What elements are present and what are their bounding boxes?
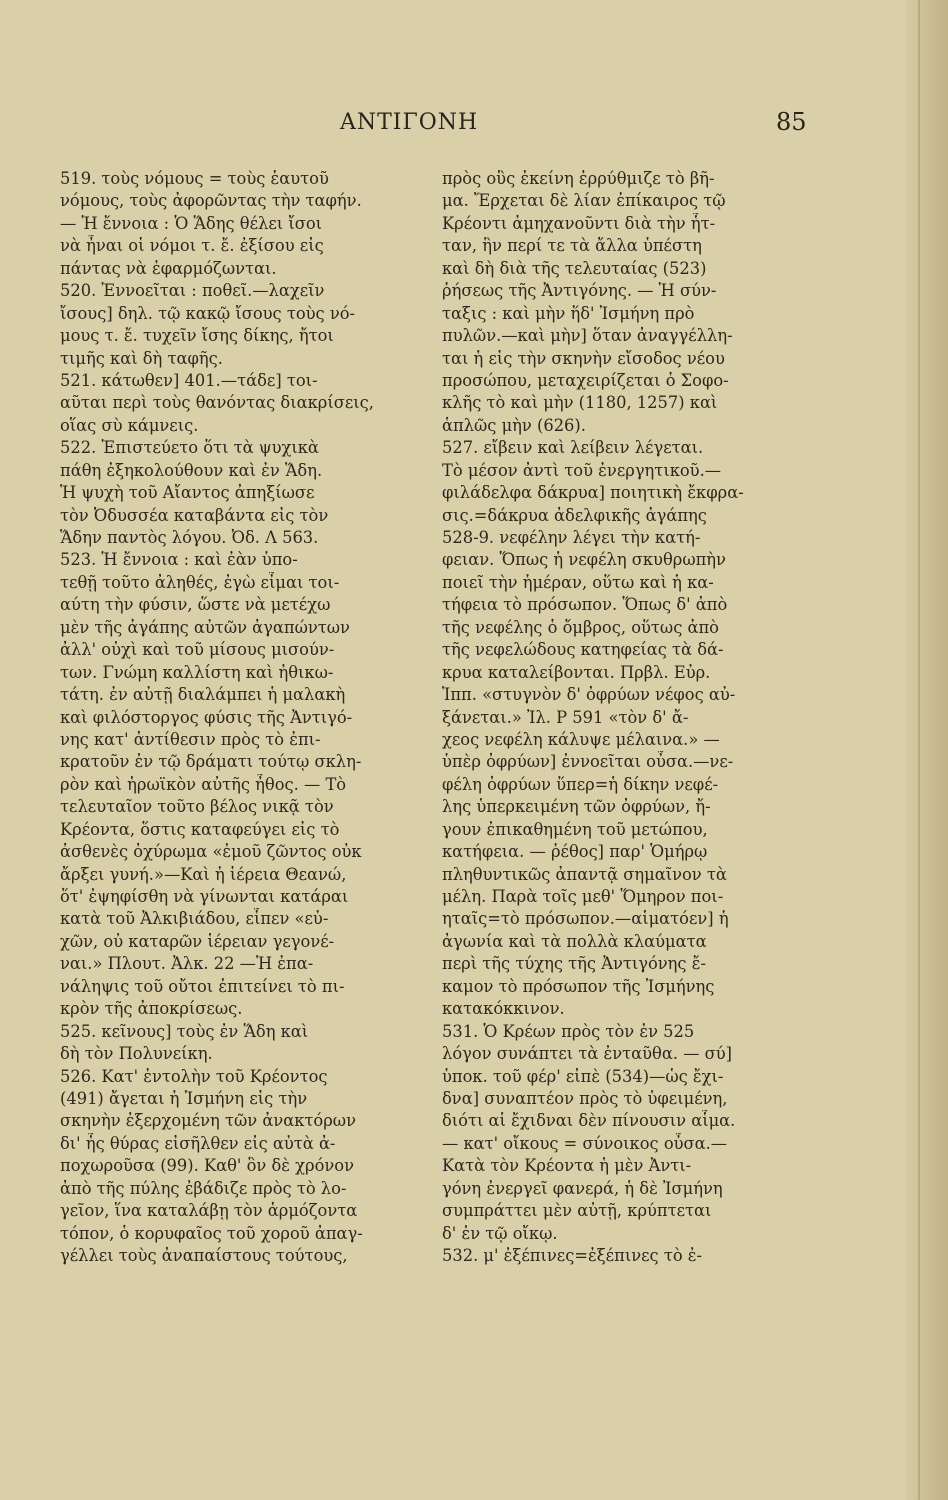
text-line: ἄρξει γυνή.»—Καὶ ἡ ἱέρεια Θεανώ, [60, 864, 347, 884]
text-line: ἴσους] δηλ. τῷ κακῷ ἴσους τοὺς νό- [60, 303, 356, 323]
text-line: ταξις : καὶ μὴν ἥδ' Ἰσμήνη πρὸ [442, 303, 695, 323]
text-line: χῶν, οὐ καταρῶν ἱέρειαν γεγονέ- [60, 931, 335, 951]
text-line: φιλάδελφα δάκρυα] ποιητικὴ ἔκφρα- [442, 483, 744, 503]
text-line: τελευταῖον τοῦτο βέλος νικᾷ τὸν [60, 797, 334, 817]
text-line: Τὸ μέσον ἀντὶ τοῦ ἐνεργητικοῦ.— [442, 460, 722, 480]
text-line: νόμους, τοὺς ἀφορῶντας τὴν ταφήν. [60, 191, 362, 211]
text-line: Κρέοντα, ὅστις καταφεύγει εἰς τὸ [60, 819, 340, 839]
text-line: κλῆς τὸ καὶ μὴν (1180, 1257) καὶ [442, 393, 718, 413]
text-line: ἀπὸ τῆς πύλης ἐβάδιζε πρὸς τὸ λο- [60, 1178, 347, 1198]
text-line: 531. Ὁ Κρέων πρὸς τὸν ἐν 525 [442, 1021, 695, 1041]
text-line: ποιεῖ τὴν ἡμέραν, οὕτω καὶ ἡ κα- [442, 572, 714, 592]
text-line: ξάνεται.» Ἰλ. Ρ 591 «τὸν δ' ἄ- [442, 707, 689, 727]
text-line: χεος νεφέλη κάλυψε μέλαινα.» — [442, 729, 720, 749]
text-line: 521. κάτωθεν] 401.—τάδε] τοι- [60, 370, 318, 390]
text-line: 528-9. νεφέλην λέγει τὴν κατή- [442, 528, 701, 547]
text-line: φειαν. Ὅπως ἡ νεφέλη σκυθρωπὴν [442, 550, 726, 570]
running-title: ΑΝΤΙΓΟΝΗ [340, 110, 479, 135]
text-line: μα. Ἔρχεται δὲ λίαν ἐπίκαιρος τῷ [442, 191, 726, 211]
text-line: πάθη ἐξηκολούθουν καὶ ἐν Ἅδη. [60, 460, 323, 480]
page-edge-line [918, 0, 920, 1500]
text-line: καὶ φιλόστοργος φύσις τῆς Ἀντιγό- [60, 707, 353, 727]
text-line: ἀλλ' οὐχὶ καὶ τοῦ μίσους μισούν- [60, 640, 335, 660]
text-line: τῆς νεφελώδους κατηφείας τὰ δά- [442, 640, 724, 660]
text-line: Ἡ ψυχὴ τοῦ Αἴαντος ἀπηξίωσε [60, 483, 315, 503]
text-line: κρὸν τῆς ἀποκρίσεως. [60, 999, 243, 1019]
text-line: καὶ δὴ διὰ τῆς τελευταίας (523) [442, 258, 707, 278]
text-line: πληθυντικῶς ἀπαντᾷ σημαῖνον τὰ [442, 864, 727, 884]
right-column [442, 168, 772, 1267]
text-line: οἵας σὺ κάμνεις. [60, 415, 199, 435]
text-line: κατήφεια. — ῥέθος] παρ' Ὁμήρῳ [442, 842, 708, 862]
text-line: κρατοῦν ἐν τῷ δράματι τούτῳ σκλη- [60, 752, 362, 772]
text-line: ρὸν καὶ ἡρωϊκὸν αὐτῆς ἦθος. — Τὸ [60, 774, 347, 794]
text-line: ῥήσεως τῆς Ἀντιγόνης. — Ἡ σύν- [442, 281, 717, 301]
text-line: καμον τὸ πρόσωπον τῆς Ἰσμήνης [442, 976, 715, 996]
text-line: νης κατ' ἀντίθεσιν πρὸς τὸ ἐπι- [60, 729, 321, 749]
text-line: ἁπλῶς μὴν (626). [442, 415, 586, 435]
text-line: λης ὑπερκειμένη τῶν ὀφρύων, ἤ- [442, 797, 711, 817]
text-line: γουν ἐπικαθημένη τοῦ μετώπου, [442, 819, 708, 839]
page-number: 85 [776, 108, 807, 136]
text-line: τάτη. ἐν αὐτῇ διαλάμπει ἡ μαλακὴ [60, 685, 346, 705]
text-line: 519. τοὺς νόμους = τοὺς ἑαυτοῦ [60, 169, 329, 188]
text-line: ὅτ' ἐψηφίσθη νὰ γίνωνται κατάραι [60, 887, 349, 906]
text-line: ται ἡ εἰς τὴν σκηνὴν εἴσοδος νέου [442, 348, 725, 368]
text-line: τήφεια τὸ πρόσωπον. Ὅπως δ' ἀπὸ [442, 595, 728, 615]
text-line: αύτη τὴν φύσιν, ὥστε νὰ μετέχω [60, 595, 331, 615]
text-line: τῆς νεφέλης ὁ ὄμβρος, οὕτως ἀπὸ [442, 617, 719, 637]
text-line: πάντας νὰ ἐφαρμόζωνται. [60, 258, 277, 278]
text-line: κατακόκκινον. [442, 999, 565, 1019]
left-column [60, 168, 390, 1267]
text-line: των. Γνώμη καλλίστη καὶ ἠθικω- [60, 662, 334, 682]
text-line: 523. Ἡ ἔννοια : καὶ ἐὰν ὑπο- [60, 550, 298, 570]
text-line: τόπον, ὁ κορυφαῖος τοῦ χοροῦ ἀπαγ- [60, 1223, 363, 1243]
text-line: ποχωροῦσα (99). Καθ' ὃν δὲ χρόνον [60, 1156, 355, 1176]
text-line: δ' ἐν τῷ οἴκῳ. [442, 1223, 558, 1243]
text-line: προσώπου, μεταχειρίζεται ὁ Σοφο- [442, 370, 729, 390]
text-line: γέλλει τοὺς ἀναπαίστους τούτους, [60, 1246, 348, 1265]
text-line: κρυα καταλείβονται. Πρβλ. Εὐρ. [442, 662, 711, 682]
text-line: ηταῖς=τὸ πρόσωπον.—αἱματόεν] ἡ [442, 909, 729, 929]
text-line: μέλη. Παρὰ τοῖς μεθ' Ὅμηρον ποι- [442, 887, 724, 906]
text-line: περὶ τῆς τύχης τῆς Ἀντιγόνης ἔ- [442, 954, 706, 974]
text-line: ὑπὲρ ὀφρύων] ἐννοεῖται οὖσα.—νε- [442, 752, 734, 772]
text-line: πυλῶν.—καὶ μὴν] ὅταν ἀναγγέλλη- [442, 326, 733, 346]
text-line: ὑποκ. τοῦ φέρ' εἰπὲ (534)—ὡς ἔχι- [442, 1066, 724, 1086]
text-line: — κατ' οἴκους = σύνοικος οὖσα.— [442, 1133, 728, 1153]
text-line: νὰ ἦναι οἱ νόμοι τ. ἔ. ἐξίσου εἰς [60, 236, 324, 256]
text-line: γόνη ἐνεργεῖ φανερά, ἡ δὲ Ἰσμήνη [442, 1178, 723, 1198]
text-line: Κρέοντι ἀμηχανοῦντι διὰ τὴν ἧτ- [442, 213, 716, 233]
text-line: τιμῆς καὶ δὴ ταφῆς. [60, 348, 223, 368]
text-line: ταν, ἣν περί τε τὰ ἄλλα ὑπέστη [442, 236, 702, 256]
text-line: γεῖον, ἵνα καταλάβῃ τὸν ἁρμόζοντα [60, 1201, 358, 1221]
text-line: νάληψις τοῦ οὔτοι ἐπιτείνει τὸ πι- [60, 976, 345, 996]
text-line: δι' ἧς θύρας εἰσῆλθεν εἰς αὐτὰ ἀ- [60, 1133, 336, 1153]
text-line: 527. εἴβειν καὶ λείβειν λέγεται. [442, 438, 704, 458]
text-line: μους τ. ἔ. τυχεῖν ἴσης δίκης, ἤτοι [60, 326, 334, 346]
text-line: τὸν Ὀδυσσέα καταβάντα εἰς τὸν [60, 505, 329, 525]
text-line: φέλη ὀφρύων ὕπερ=ἡ δίκην νεφέ- [442, 774, 719, 794]
text-line: σκηνὴν ἐξερχομένη τῶν ἀνακτόρων [60, 1111, 356, 1131]
text-line: (491) ἄγεται ἡ Ἰσμήνη εἰς τὴν [60, 1088, 308, 1108]
text-line: 522. Ἐπιστεύετο ὅτι τὰ ψυχικὰ [60, 438, 319, 458]
text-line: συμπράττει μὲν αὐτῇ, κρύπτεται [442, 1201, 712, 1221]
text-line: ἀσθενὲς ὀχύρωμα «ἐμοῦ ζῶντος οὐκ [60, 842, 362, 862]
text-line: 525. κεῖνους] τοὺς ἐν Ἅδη καὶ [60, 1021, 309, 1041]
text-line: λόγον συνάπτει τὰ ἐνταῦθα. — σύ] [442, 1044, 733, 1064]
text-line: ἀγωνία καὶ τὰ πολλὰ κλαύματα [442, 931, 707, 951]
text-line: 526. Κατ' ἐντολὴν τοῦ Κρέοντος [60, 1066, 328, 1086]
text-line: δνα] συναπτέον πρὸς τὸ ὑφειμένη, [442, 1088, 728, 1108]
text-line: 532. μ' ἐξέπινες=ἐξέπινες τὸ ἐ- [442, 1246, 703, 1265]
text-line: διότι αἱ ἔχιδναι δὲν πίνουσιν αἷμα. [442, 1111, 736, 1131]
text-line: 520. Ἐννοεῖται : ποθεῖ.—λαχεῖν [60, 281, 325, 301]
text-line: σις.=δάκρυα ἀδελφικῆς ἀγάπης [442, 505, 707, 525]
text-line: δὴ τὸν Πολυνείκη. [60, 1044, 213, 1064]
text-line: μὲν τῆς ἀγάπης αὐτῶν ἀγαπώντων [60, 617, 350, 637]
text-line: Κατὰ τὸν Κρέοντα ἡ μὲν Ἀντι- [442, 1156, 692, 1176]
text-line: Ἅδην παντὸς λόγου. Ὀδ. Λ 563. [60, 528, 319, 547]
text-line: — Ἡ ἔννοια : Ὁ Ἅδης θέλει ἴσοι [60, 213, 323, 233]
text-line: πρὸς οὓς ἐκείνη ἐρρύθμιζε τὸ βῆ- [442, 169, 715, 188]
text-line: τεθῇ τοῦτο ἀληθές, ἐγὼ εἶμαι τοι- [60, 572, 340, 592]
text-line: Ἱππ. «στυγνὸν δ' ὀφρύων νέφος αὐ- [442, 685, 736, 705]
text-line: αῦται περὶ τοὺς θανόντας διακρίσεις, [60, 393, 374, 413]
page-edge-shadow [906, 0, 948, 1500]
text-line: ναι.» Πλουτ. Ἀλκ. 22 —Ἡ ἐπα- [60, 954, 314, 974]
text-line: κατὰ τοῦ Ἀλκιβιάδου, εἶπεν «εὐ- [60, 909, 329, 929]
